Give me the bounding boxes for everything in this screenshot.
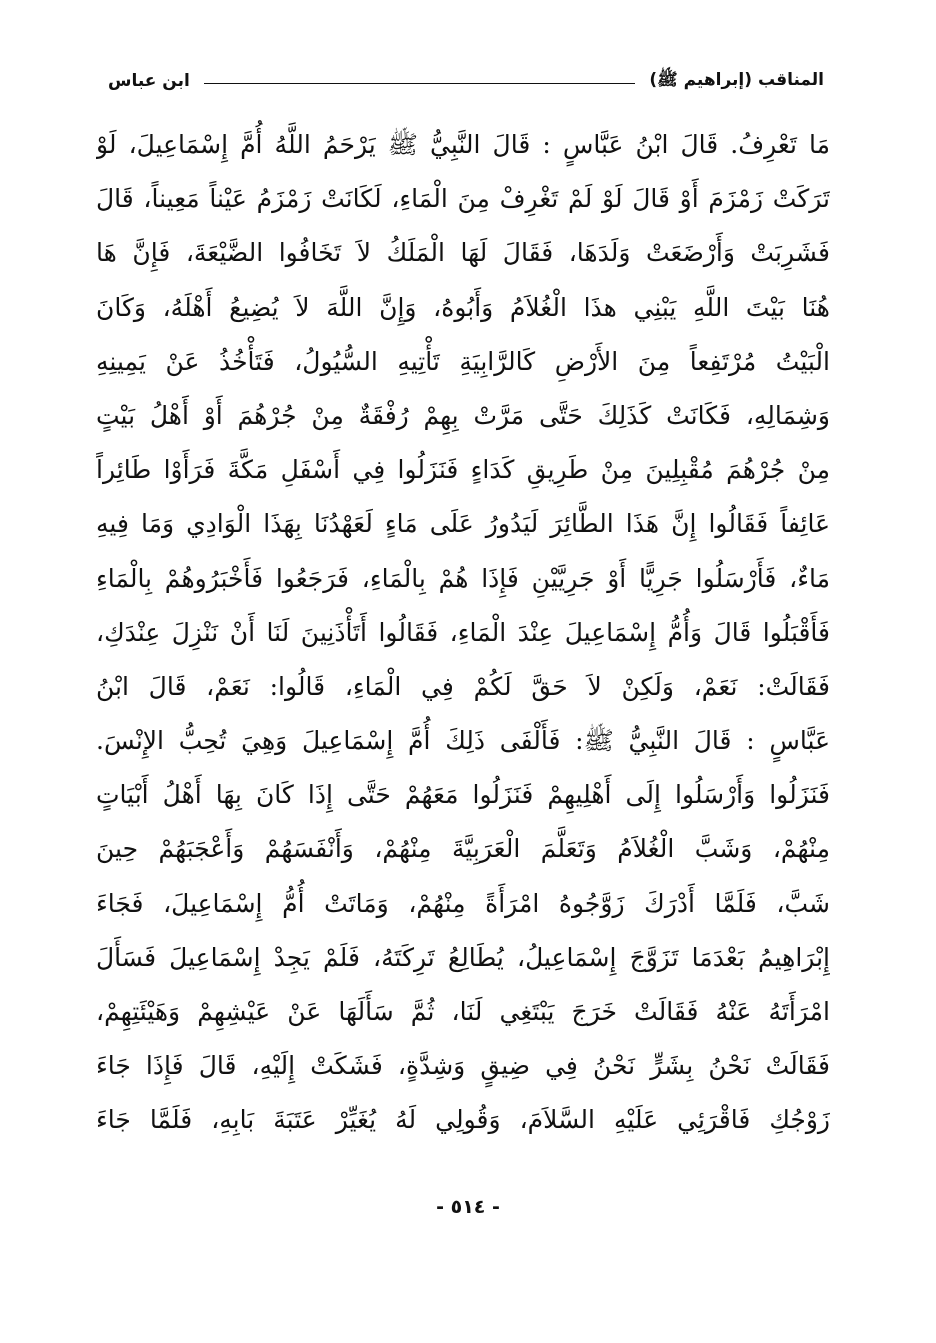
text-line: إِبْرَاهِيمُ بَعْدَمَا تَزَوَّجَ إِسْمَاعِيلُ، يُطَالِعُ تَرِكَتَهُ، فَلَمْ يَجِدْ إِسْمَاعِيلَ فَسَأَلَ: [96, 942, 830, 972]
text-line: الْبَيْتُ مُرْتَفِعاً مِنَ الأَرْضِ كَالرَّابِيَةِ تَأْتِيهِ السُّيُولُ، فَتَأْخُذُ عَنْ يَمِينِهِ: [96, 346, 830, 376]
text-line: شَبَّ، فَلَمَّا أَدْرَكَ زَوَّجُوهُ امْرَأَةً مِنْهُمْ، وَمَاتَتْ أُمُّ إِسْمَاعِيلَ، فَجَاءَ: [96, 888, 830, 918]
text-line: مِنْهُمْ، وَشَبَّ الْغُلاَمُ وَتَعَلَّمَ الْعَرَبِيَّةَ مِنْهُمْ، وَأَنْفَسَهُمْ وَأَعْجَبَهُمْ حِينَ: [96, 834, 830, 864]
running-header: [108, 66, 824, 96]
text-line: مَا تَعْرِفُ. قَالَ ابْنُ عَبَّاسٍ : قَالَ النَّبِيُّ ﷺ يَرْحَمُ اللَّهُ أُمَّ إِسْمَاعِيلَ، لَوْ: [96, 130, 830, 159]
text-line: فَشَرِبَتْ وَأَرْضَعَتْ وَلَدَهَا، فَقَالَ لَهَا الْمَلَكُ لاَ تَخَافُوا الضَّيْعَةَ، فَإِنَّ هَا: [96, 238, 830, 268]
text-line: عَائِفاً فَقَالُوا إِنَّ هَذَا الطَّائِرَ لَيَدُورُ عَلَى مَاءٍ لَعَهْدُنَا بِهَذَا الْوَادِي وَمَا فِيهِ: [96, 509, 830, 539]
text-line: وَشِمَالِهِ، فَكَانَتْ كَذَلِكَ حَتَّى مَرَّتْ بِهِمْ رُفْقَةٌ مِنْ جُرْهُمَ أَوْ أَهْلُ بَيْتٍ: [96, 400, 830, 430]
body-text: [96, 118, 830, 1148]
text-line: فَنَزَلُوا وَأَرْسَلُوا إِلَى أَهْلِيهِمْ فَنَزَلُوا مَعَهُمْ حَتَّى إِذَا كَانَ بِهَا أَهْلُ أَبْيَاتٍ: [96, 780, 830, 810]
text-line: عَبَّاسٍ : قَالَ النَّبِيُّ ﷺ: فَأَلْفَى ذَلِكَ أُمَّ إِسْمَاعِيلَ وَهِيَ تُحِبُّ الإِنْسَ.: [96, 726, 830, 756]
header-rule: [204, 83, 636, 84]
text-line: فَقَالَتْ: نَعَمْ، وَلَكِنْ لاَ حَقَّ لَكُمْ فِي الْمَاءِ، قَالُوا: نَعَمْ، قَالَ ابْنُ: [96, 671, 830, 701]
text-line: امْرَأَتَهُ عَنْهُ فَقَالَتْ خَرَجَ يَبْتَغِي لَنَا، ثُمَّ سَأَلَهَا عَنْ عَيْشِهِمْ وَهَيْئَتِهِمْ،: [96, 997, 830, 1026]
text-line: زَوْجُكِ فَاقْرَئِي عَلَيْهِ السَّلاَمَ، وَقُولِي لَهُ يُغَيِّرْ عَتَبَةَ بَابِهِ، فَلَمَّا جَاءَ: [96, 1105, 830, 1135]
text-line: مِنْ جُرْهُمَ مُقْبِلِينَ مِنْ طَرِيقِ كَدَاءٍ فَنَزَلُوا فِي أَسْفَلِ مَكَّةَ فَرَأَوْا طَائِراً: [96, 455, 830, 485]
text-line: مَاءٌ، فَأَرْسَلُوا جَرِيًّا أَوْ جَرِيَّيْنِ فَإِذَا هُمْ بِالْمَاءِ، فَرَجَعُوا فَأَخْبَرُوهُمْ بِالْمَاءِ: [96, 563, 830, 593]
text-line: تَرَكَتْ زَمْزَمَ أَوْ قَالَ لَوْ لَمْ تَغْرِفْ مِنَ الْمَاءِ، لَكَانَتْ زَمْزَمُ عَيْناً مَعِيناً، قَالَ: [96, 184, 830, 214]
text-line: فَأَقْبَلُوا قَالَ وَأُمُّ إِسْمَاعِيلَ عِنْدَ الْمَاءِ، فَقَالُوا أَتَأْذَنِينَ لَنَا أَنْ نَنْزِلَ عِنْدَكِ،: [96, 617, 830, 647]
text-line: هُنَا بَيْتَ اللَّهِ يَبْنِي هذَا الْغُلاَمُ وَأَبُوهُ، وَإِنَّ اللَّهَ لاَ يُضِيعُ أَهْلَهُ، وَكَانَ: [96, 292, 830, 322]
header-book-section: المناقب (إبراهيم ﷺ): [649, 69, 824, 90]
page-number: - ٥١٤ -: [436, 1196, 500, 1218]
text-line: فَقَالَتْ نَحْنُ بِشَرٍّ نَحْنُ فِي ضِيقٍ وَشِدَّةٍ، فَشَكَتْ إِلَيْهِ، قَالَ فَإِذَا جَاءَ: [96, 1051, 830, 1081]
header-chapter: ابن عباس: [108, 71, 190, 91]
